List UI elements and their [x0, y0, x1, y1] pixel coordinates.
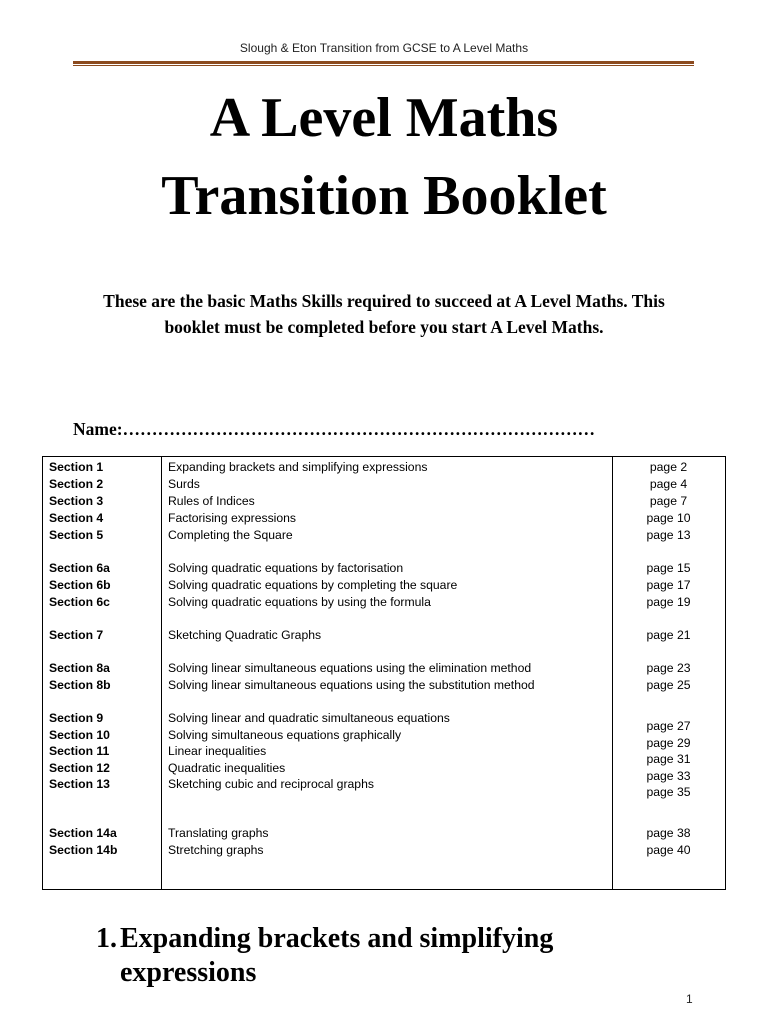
contents-page-ref: page 40 — [646, 843, 691, 857]
contents-topic: Linear inequalities — [168, 744, 267, 758]
contents-topic: Solving quadratic equations by completing the square — [168, 578, 458, 592]
contents-topic: Solving linear simultaneous equations using the substitution method — [168, 678, 535, 692]
contents-section-label: Section 6b — [49, 578, 111, 592]
contents-section-label: Section 6c — [49, 595, 110, 609]
contents-section-label: Section 14b — [49, 843, 118, 857]
contents-page-ref: page 38 — [646, 826, 691, 840]
contents-section-label: Section 12 — [49, 761, 110, 775]
section-heading-title-line-2: expressions — [120, 957, 257, 988]
header-rule — [73, 61, 694, 66]
contents-page-ref: page 7 — [649, 494, 688, 508]
section-heading-number: 1. — [96, 923, 117, 954]
contents-section-label: Section 10 — [49, 728, 110, 742]
document-title-line-2: Transition Booklet — [161, 165, 607, 227]
contents-section-label: Section 3 — [49, 494, 104, 508]
contents-section-label: Section 9 — [49, 711, 104, 725]
contents-topic: Sketching cubic and reciprocal graphs — [168, 777, 374, 791]
contents-section-label: Section 8a — [49, 661, 110, 675]
contents-topic: Expanding brackets and simplifying expressions — [168, 460, 428, 474]
contents-page-ref: page 17 — [646, 578, 691, 592]
column-divider — [161, 457, 162, 889]
section-heading-title-line-1: Expanding brackets and simplifying — [120, 923, 554, 954]
contents-page-ref: page 21 — [646, 628, 691, 642]
contents-section-label: Section 7 — [49, 628, 104, 642]
contents-section-label: Section 6a — [49, 561, 110, 575]
contents-page-ref: page 23 — [646, 661, 691, 675]
contents-topic: Surds — [168, 477, 200, 491]
contents-page-ref: page 10 — [646, 511, 691, 525]
contents-page-ref: page 31 — [646, 752, 691, 766]
contents-section-label: Section 8b — [49, 678, 111, 692]
contents-section-label: Section 11 — [49, 744, 110, 758]
contents-section-label: Section 13 — [49, 777, 110, 791]
contents-topic: Factorising expressions — [168, 511, 297, 525]
name-field: Name:……………………………………………………………………… — [73, 419, 596, 439]
contents-topic: Rules of Indices — [168, 494, 255, 508]
contents-table — [42, 456, 726, 890]
running-header: Slough & Eton Transition from GCSE to A Level Maths — [239, 41, 529, 55]
contents-topic: Solving quadratic equations by factorisation — [168, 561, 404, 575]
contents-page-ref: page 4 — [649, 477, 688, 491]
contents-section-label: Section 1 — [49, 460, 104, 474]
contents-topic: Completing the Square — [168, 528, 293, 542]
document-title-line-1: A Level Maths — [209, 87, 559, 149]
contents-topic: Sketching Quadratic Graphs — [168, 628, 322, 642]
contents-topic: Translating graphs — [168, 826, 269, 840]
contents-topic: Quadratic inequalities — [168, 761, 286, 775]
contents-topic: Solving linear simultaneous equations using the elimination method — [168, 661, 532, 675]
contents-section-label: Section 14a — [49, 826, 117, 840]
contents-page-ref: page 19 — [646, 595, 691, 609]
contents-topic: Stretching graphs — [168, 843, 264, 857]
contents-page-ref: page 29 — [646, 736, 691, 750]
contents-page-ref: page 13 — [646, 528, 691, 542]
contents-page-ref: page 25 — [646, 678, 691, 692]
contents-topic: Solving simultaneous equations graphically — [168, 728, 402, 742]
contents-page-ref: page 15 — [646, 561, 691, 575]
contents-topic: Solving quadratic equations by using the formula — [168, 595, 431, 609]
contents-page-ref: page 27 — [646, 719, 691, 733]
contents-section-label: Section 5 — [49, 528, 104, 542]
intro-paragraph: These are the basic Maths Skills required to succeed at A Level Maths. This booklet must be completed before you start A Level Maths. — [103, 291, 665, 337]
contents-page-ref: page 35 — [646, 785, 691, 799]
contents-topic: Solving linear and quadratic simultaneous equations — [168, 711, 450, 725]
page-number: 1 — [686, 992, 693, 1006]
contents-section-label: Section 4 — [49, 511, 104, 525]
contents-page-ref: page 2 — [649, 460, 688, 474]
contents-page-ref: page 33 — [646, 769, 691, 783]
contents-section-label: Section 2 — [49, 477, 104, 491]
